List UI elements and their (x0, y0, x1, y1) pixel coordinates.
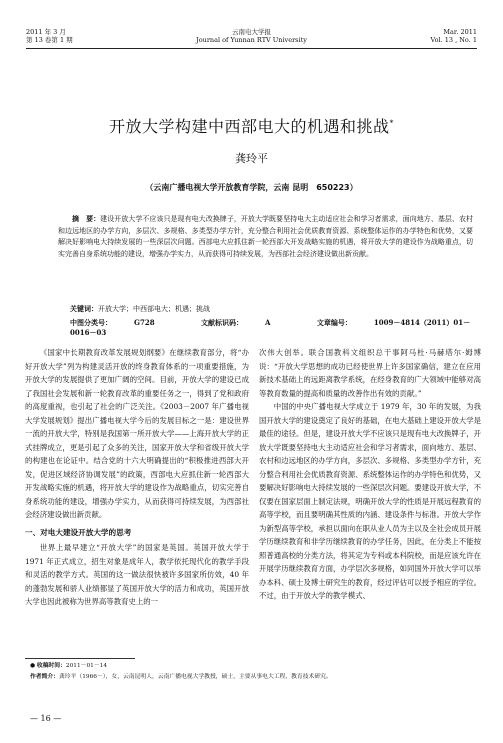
keywords-text: 开放大学；中西部电大；机遇；挑战 (98, 305, 210, 313)
title-footnote-mark: * (389, 118, 394, 128)
section-heading: 一、对电大建设开放大学的思考 (25, 527, 132, 537)
running-header (26, 28, 477, 54)
header-journal (26, 28, 477, 44)
document-code: 文献标识码： A (201, 318, 271, 327)
clc-number: 中图分类号： G728 (70, 318, 155, 327)
page-number: — 16 — (30, 714, 62, 723)
author-affiliation: （云南广播电视大学开放教育学院，云南 昆明 650223） (145, 183, 358, 192)
bullet-icon: ● (30, 663, 37, 669)
header-journal-cn: 云南电大学报 (232, 28, 271, 36)
article-number: 文章编号： 1009－4814（2011）01－0016－03 (70, 318, 471, 337)
header-date: 2011 年 3 月 (26, 28, 66, 36)
header-right (431, 28, 477, 44)
article-title-text: 开放大学构建中西部电大的机遇和挑战 (108, 117, 390, 136)
header-rule (26, 48, 477, 49)
footnote-rule (25, 658, 135, 659)
abstract-text: 建设开放大学不应该只是现有电大改换牌子，开放大学既要坚持电大主动适应社会和学习者需求，面向地方、基层、农村和边远地区的办学方向，多层次、多规格、多类型办学方针，充分整合利用社会优质教育资源、系统整体运作的办学特色和优势，又要解决好影响电大持续发展的一些深层次问题。西部电大应抓住新一轮西部大开发战略实施的机遇，将开放大学的建设作为战略重点，切实完善自身系统功能的建设，增强办学实力，从而获得可持续发展，为西部社会经济建设做出新贡献。 (58, 215, 474, 258)
header-volume: 第 13 卷第 1 期 (26, 36, 73, 44)
classification-line (70, 318, 473, 338)
header-date-en: Mar. 2011 (443, 28, 477, 36)
footnote-author-bio: 作者简介：龚玲平（1966－），女，云南昆明人，云南广播电视大学教授，硕士，主要从事电大工程、教育技术研究。 (30, 674, 332, 680)
body-paragraph: 《国家中长期教育改革发展规划纲要》在继续教育部分，将“办好开放大学”列为构建灵活开放的终身教育体系的一项重要措施，为开放大学的发展提供了更加广阔的空间。目前，开放大学的建设已成了我国社会发展和新一轮教育改革的重要任务之一，得到了党和政府的高度重视，也引起了社会的广泛关注。《2003－2007 年广播电视大学发展规划》提出广播电视大学今后的发展目标之一是：建设世界一流的开放大学，特别是我国第一所开放大学——上海开放大学的正式挂牌成立，更是引起了众多的关注，国家开放大学和省级开放大学的构建也在论证中。结合党的十六大明确提出的“积极推进西部大开发，促进区域经济协调发展”的政策，西部电大应抓住新一轮西部大开发战略实施的机遇，将开放大学的建设作为战略重点，切实完善自身系统功能的建设，增强办学实力，从而获得可持续发展，为西部社会经济建设做出新贡献。 (25, 348, 249, 519)
author-name: 龚玲平 (235, 152, 268, 165)
body-paragraph: 中国的中央广播电视大学成立于 1979 年，30 年的发展，为我国开放大学的建设奠定了良好的基础，在电大基础上建设开放大学是最佳的途径。但是，建设开放大学不应该只是现有电大改换牌子，开放大学既要坚持电大主动适应社会和学习者需求，面向地方、基层、农村和边远地区的办学方向，多层次、多规格、多类型办学方针，充分整合利用社会优质教育资源、系统整体运作的办学特色和优势，又要解决好影响电大持续发展的一些深层次问题。要建设开放大学，不仅要在国家层面上制定法规，明确开放大学的性质是开展远程教育的高等学校，而且要明确其性质的内涵、建设条件与标准。开放大学作为新型高等学校，承担以面向在职从业人员为主以及全社会成员开展学历继续教育和非学历继续教育的办学任务，因此，在分类上不能按照普通高校的分类方法，将其定为专科或本科院校，而是应该允许在开展学历继续教育方面，办学层次多规格，如同国外开放大学可以举办本科、硕士及博士研究生的教育，经过评估可以授予相应的学位。不过，由于开放大学的教学模式、 (259, 402, 481, 600)
header-volume-en: Vol. 13 , No. 1 (430, 36, 477, 44)
body-column-right (259, 346, 481, 603)
body-paragraph: 次伟大创举。联合国教科文组织总干事阿马杜·马赫塔尔·姆博说：“开放大学思想的成功已经使世界上许多国家确信，建立在应用新技术基础上的远距离教学系统，在经身教育的广大领域中能够对高等教育数量的提高和质量的改善作出有效的贡献。” (259, 348, 481, 398)
article-title (40, 114, 463, 137)
header-journal-en: Journal of Yunnan RTV University (196, 36, 307, 44)
keywords (70, 304, 473, 314)
keywords-label: 关键词： (70, 304, 98, 313)
footnote-received: ● 收稿时间：2011－01－14 (30, 663, 108, 669)
body-column-left (25, 346, 249, 609)
abstract (58, 213, 473, 260)
abstract-label: 摘 要： (72, 214, 101, 223)
body-paragraph: 世界上最早建立“开放大学”的国家是英国。英国开放大学于 1971 年正式成立，招生对象是成年人，教学依托现代化的教学手段和灵活的教学方式。英国的这一做法很快被许多国家所仿效，40 年的蓬勃发展和骄人业绩都显了英国开放大学的活力和成功，英国开放大学也因此被称为世界高等教育史上的一 (25, 543, 249, 606)
